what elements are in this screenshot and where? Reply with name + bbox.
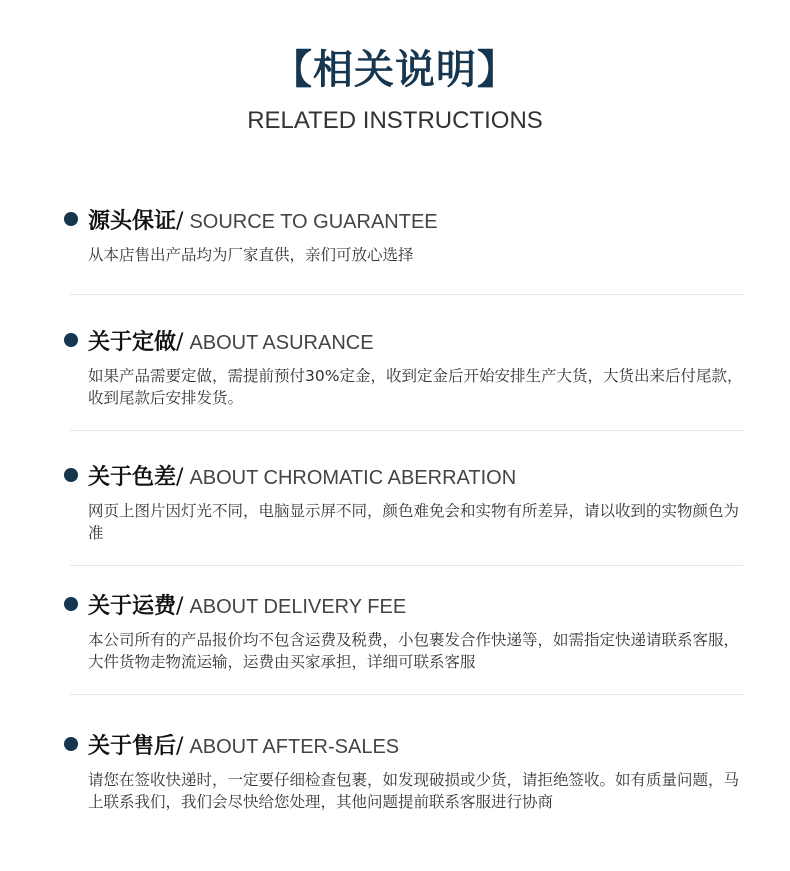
bullet-dot-icon [64,333,78,347]
divider [70,694,743,695]
section-body: 本公司所有的产品报价均不包含运费及税费，小包裹发合作快递等，如需指定快递请联系客服，大件货物走物流运输，运费由买家承担，详细可联系客服 [88,631,740,671]
bullet-dot-icon [64,212,78,226]
bullet-dot-icon [64,737,78,751]
bullet-dot-icon [64,468,78,482]
section-title-slash: / [176,209,184,234]
section-title-en: ABOUT CHROMATIC ABERRATION [189,467,517,489]
divider [70,430,743,431]
section-delivery-fee [64,589,744,673]
section-title-cn: 关于售后 [88,734,177,759]
section-title-slash: / [176,734,184,759]
section-title-cn: 关于定做 [88,330,177,355]
section-chromatic-aberration [64,460,744,544]
section-body: 如果产品需要定做，需提前预付30%定金，收到定金后开始安排生产大货，大货出来后付尾款，收到尾款后安排发货。 [88,367,743,407]
page-title: 【相关说明】 [272,46,518,93]
section-body: 网页上图片因灯光不同，电脑显示屏不同，颜色难免会和实物有所差异，请以收到的实物颜色为准 [88,502,740,542]
section-heading [64,204,744,238]
section-title-slash: / [176,594,184,619]
section-heading [64,589,744,623]
section-heading [64,729,744,763]
section-title-en: ABOUT AFTER-SALES [189,736,400,758]
bullet-dot-icon [64,597,78,611]
section-title-slash: / [176,330,184,355]
divider [70,294,743,295]
section-about-custom [64,325,744,409]
section-title-slash: / [176,465,184,490]
section-title-cn: 关于色差 [88,465,177,490]
section-body: 从本店售出产品均为厂家直供，亲们可放心选择 [88,246,414,264]
section-title-en: ABOUT DELIVERY FEE [189,596,407,618]
page-header [0,42,790,136]
section-heading [64,325,744,359]
page-subtitle: RELATED INSTRUCTIONS [247,107,543,134]
section-title-cn: 关于运费 [88,594,177,619]
section-heading [64,460,744,494]
section-body: 请您在签收快递时，一定要仔细检查包裹，如发现破损或少货，请拒绝签收。如有质量问题，马上联系我们，我们会尽快给您处理，其他问题提前联系客服进行协商 [88,771,740,811]
section-title-en: SOURCE TO GUARANTEE [189,211,438,233]
divider [70,565,743,566]
section-source-guarantee [64,204,744,266]
section-after-sales [64,729,744,813]
section-title-en: ABOUT ASURANCE [189,332,374,354]
section-title-cn: 源头保证 [88,209,177,234]
